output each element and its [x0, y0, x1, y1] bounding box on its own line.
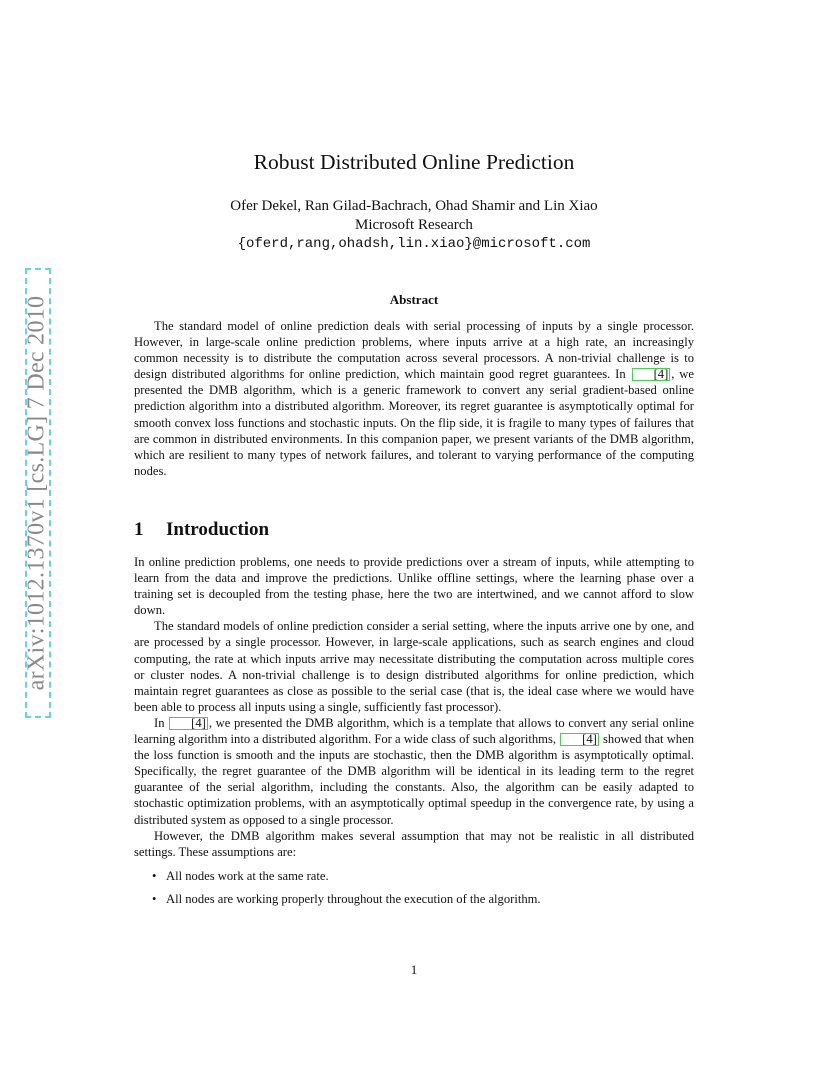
paragraph: However, the DMB algorithm makes several assumption that may not be realistic in all distributed settings. These assumptions are: — [134, 828, 694, 859]
list-item-text: All nodes work at the same rate. — [166, 868, 329, 883]
paragraph-part: , we presented the DMB algorithm, which is a template that allows to convert any serial online learning algorithm into a distributed algorithm. For a wide class of such algorithms, — [134, 715, 694, 747]
paragraph — [134, 715, 694, 828]
section-heading — [134, 519, 269, 541]
arxiv-stamp[interactable]: arXiv:1012.1370v1 [cs.LG] 7 Dec 2010 — [23, 295, 50, 691]
assumption-list — [134, 868, 694, 907]
citation-link[interactable]: [4] — [632, 368, 671, 381]
abstract-heading: Abstract — [389, 292, 439, 307]
section-title: Introduction — [166, 519, 270, 540]
section-number: 1 — [134, 519, 144, 540]
abstract-text-part: , we presented the DMB algorithm, which is a generic framework to convert any serial gradient-based online prediction algorithm into a distributed algorithm. Moreover, its regret guarantee is asymptotically optimal for smooth convex loss functions and stochastic inputs. On the flip side, it is fragile to many types of failures that are common in distributed environments. In this companion paper, we present variants of the DMB algorithm, which are resilient to many types of network failures, and tolerant to varying performance of the computing nodes. — [134, 367, 694, 478]
bullet-icon: • — [152, 868, 157, 883]
paragraph: The standard models of online prediction consider a serial setting, where the inputs arrive one by one, and are processed by a single processor. However, in large-scale applications, such as search engines and cloud computing, the rate at which inputs arrive may necessitate distributing the computation across multiple cores or cluster nodes. A non-trivial challenge is to design distributed algorithms for online prediction, which maintain regret guarantees as close as possible to the serial case (that is, the ideal case where we would have been able to process all inputs using a single, sufficiently fast processor). — [134, 619, 694, 714]
paragraph: In online prediction problems, one needs to provide predictions over a stream of inputs, while attempting to learn from the data and improve the predictions. Unlike offline settings, where the learning phase over a training set is decoupled from the testing phase, here the two are intertwined, and we cannot afford to slow down. — [134, 555, 694, 618]
authors: Ofer Dekel, Ran Gilad-Bachrach, Ohad Shamir and Lin Xiao — [230, 198, 598, 214]
author-block — [134, 197, 694, 254]
emails: {oferd,rang,ohadsh,lin.xiao}@microsoft.com — [237, 236, 591, 252]
paragraph-part: In — [154, 715, 169, 730]
paragraph-part: showed that when the loss function is smooth and the inputs are stochastic, then the DMB algorithm is asymptotically optimal. Specifically, the regret guarantee of the DMB algorithm will be identical in its leading term to the regret guarantee of the serial algorithm, including the constants. Also, the algorithm can be easily adapted to stochastic optimization problems, with an asymptotically optimal speedup in the convergence rate, by using a distributed system as opposed to a single processor. — [134, 732, 694, 827]
page-number: 1 — [410, 962, 418, 977]
affiliation: Microsoft Research — [355, 217, 473, 233]
paper-title: Robust Distributed Online Prediction — [253, 150, 575, 174]
citation-link[interactable]: [4] — [169, 717, 208, 730]
list-item — [134, 868, 694, 884]
section-body — [134, 554, 694, 914]
abstract-text — [134, 318, 694, 479]
citation-link[interactable]: [4] — [560, 733, 599, 746]
abstract-text-part: The standard model of online prediction deals with serial processing of inputs by a single processor. However, in large-scale online prediction problems, where inputs arrive at a high rate, an increasingly common necessity is to distribute the computation across several processors. A non-trivial challenge is to design distributed algorithms for online prediction, which maintain good regret guarantees. In — [134, 319, 694, 382]
list-item — [134, 891, 694, 907]
bullet-icon: • — [152, 891, 157, 906]
list-item-text: All nodes are working properly throughout the execution of the algorithm. — [166, 891, 541, 906]
